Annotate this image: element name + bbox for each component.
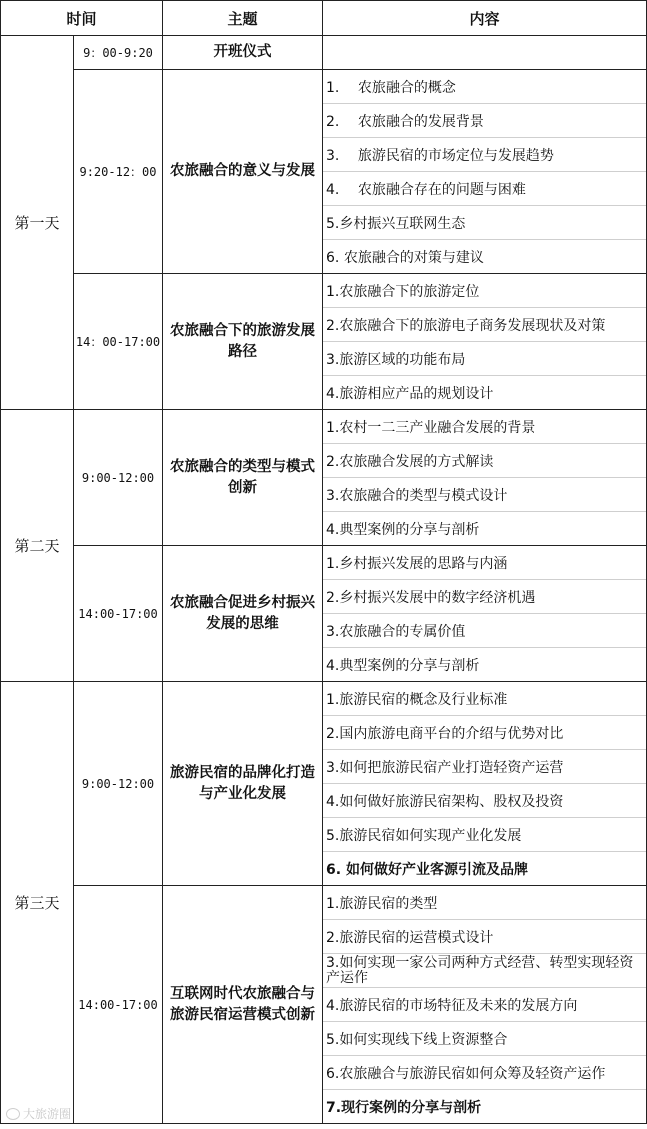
- list-item: 1.农旅融合下的旅游定位: [326, 283, 480, 300]
- watermark-text: 大旅游圈: [23, 1107, 72, 1121]
- session-content: [323, 36, 647, 70]
- list-item: 4.如何做好旅游民宿架构、股权及投资: [323, 783, 646, 817]
- session-topic: 旅游民宿的品牌化打造与产业化发展: [163, 682, 323, 886]
- session-topic: 农旅融合促进乡村振兴发展的思维: [163, 546, 323, 682]
- session-time: 9:00-12:00: [74, 410, 163, 546]
- session-content: [323, 546, 647, 682]
- list-item: 7.现行案例的分享与剖析: [323, 1089, 646, 1123]
- session-topic: 农旅融合的意义与发展: [163, 70, 323, 274]
- list-item: 6. 如何做好产业客源引流及品牌: [323, 851, 646, 885]
- list-item: 1.乡村振兴发展的思路与内涵: [326, 555, 508, 572]
- list-item: 2.国内旅游电商平台的介绍与优势对比: [323, 715, 646, 749]
- session-time: 9：00-9:20: [74, 36, 163, 70]
- day-label: 第三天: [1, 682, 74, 1124]
- table-row: [1, 682, 647, 886]
- list-item: 5.如何实现线下线上资源整合: [323, 1021, 646, 1055]
- session-content: [323, 70, 647, 274]
- list-item: 2.旅游民宿的运营模式设计: [323, 919, 646, 953]
- session-time: 9:00-12:00: [74, 682, 163, 886]
- header-row: [1, 1, 647, 36]
- list-item: 3.如何实现一家公司两种方式经营、转型实现轻资产运作: [323, 953, 646, 987]
- session-time: 14:00-17:00: [74, 546, 163, 682]
- list-item: 2. 农旅融合的发展背景: [323, 103, 646, 137]
- session-time: 9:20-12：00: [74, 70, 163, 274]
- table-row: [1, 70, 647, 274]
- table-row: [1, 274, 647, 410]
- list-item: 4.典型案例的分享与剖析: [323, 511, 646, 545]
- list-item: 3.如何把旅游民宿产业打造轻资产运营: [323, 749, 646, 783]
- session-topic: 开班仪式: [163, 36, 323, 70]
- list-item: 4. 农旅融合存在的问题与困难: [323, 171, 646, 205]
- session-content: [323, 886, 647, 1124]
- table-row: [1, 886, 647, 1124]
- header-topic: 主题: [163, 1, 323, 36]
- list-item: 4.旅游相应产品的规划设计: [323, 375, 646, 409]
- session-content: [323, 410, 647, 546]
- list-item: 6.农旅融合与旅游民宿如何众筹及轻资产运作: [323, 1055, 646, 1089]
- session-topic: 农旅融合下的旅游发展路径: [163, 274, 323, 410]
- session-topic: 农旅融合的类型与模式创新: [163, 410, 323, 546]
- weibo-icon: [6, 1108, 20, 1120]
- list-item: 2.农旅融合下的旅游电子商务发展现状及对策: [323, 307, 646, 341]
- session-content: [323, 682, 647, 886]
- table-row: [1, 36, 647, 70]
- table-row: [1, 546, 647, 682]
- list-item: 5.旅游民宿如何实现产业化发展: [323, 817, 646, 851]
- list-item: 2.乡村振兴发展中的数字经济机遇: [323, 579, 646, 613]
- session-content: [323, 274, 647, 410]
- day-label: 第一天: [1, 36, 74, 410]
- watermark: [6, 1105, 71, 1122]
- list-item: 5.乡村振兴互联网生态: [323, 205, 646, 239]
- list-item: 1.农村一二三产业融合发展的背景: [326, 419, 536, 436]
- table-row: [1, 410, 647, 546]
- session-time: 14:00-17:00: [74, 886, 163, 1124]
- list-item: 3.农旅融合的类型与模式设计: [323, 477, 646, 511]
- list-item: 1.旅游民宿的类型: [326, 895, 438, 912]
- list-item: 3.农旅融合的专属价值: [323, 613, 646, 647]
- header-time: 时间: [1, 1, 163, 36]
- list-item: 6. 农旅融合的对策与建议: [323, 239, 646, 273]
- list-item: 3. 旅游民宿的市场定位与发展趋势: [323, 137, 646, 171]
- list-item: 4.典型案例的分享与剖析: [323, 647, 646, 681]
- list-item: 4.旅游民宿的市场特征及未来的发展方向: [323, 987, 646, 1021]
- day-label: 第二天: [1, 410, 74, 682]
- list-item: 1.旅游民宿的概念及行业标准: [326, 691, 508, 708]
- list-item: 1. 农旅融合的概念: [326, 79, 456, 96]
- session-time: 14：00-17:00: [74, 274, 163, 410]
- list-item: 2.农旅融合发展的方式解读: [323, 443, 646, 477]
- header-content: 内容: [323, 1, 647, 36]
- session-topic: 互联网时代农旅融合与旅游民宿运营模式创新: [163, 886, 323, 1124]
- list-item: 3.旅游区域的功能布局: [323, 341, 646, 375]
